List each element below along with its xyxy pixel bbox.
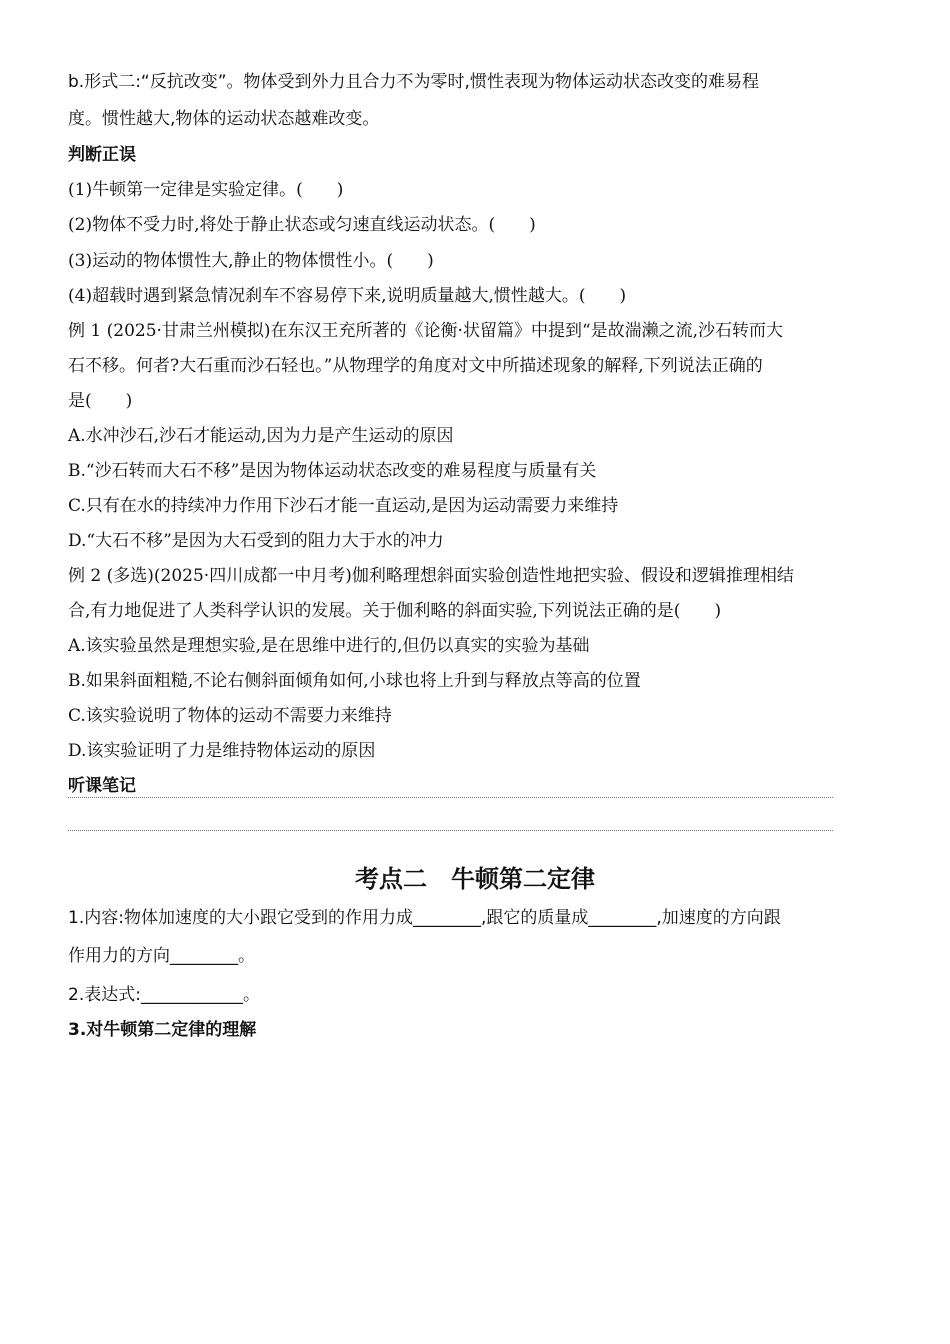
example1-line2: 石不移。何者?大石重而沙石轻也。”从物理学的角度对文中所描述现象的解释,下列说法正确的 [68,356,763,376]
notes-line-1 [68,797,833,798]
expression-line: 2.表达式:____________。 [68,985,260,1005]
notes-label: 听课笔记 [68,776,136,796]
example1-line3: 是( ) [68,391,133,411]
example1-option-a: A.水冲沙石,沙石才能运动,因为力是产生运动的原因 [68,426,454,446]
example2-option-a: A.该实验虽然是理想实验,是在思维中进行的,但仍以真实的实验为基础 [68,636,590,656]
example2-option-b: B.如果斜面粗糙,不论右侧斜面倾角如何,小球也将上升到与释放点等高的位置 [68,671,641,691]
example2-option-c: C.该实验说明了物体的运动不需要力来维持 [68,706,392,726]
judge-heading: 判断正误 [68,145,136,165]
section-title: 考点二 牛顿第二定律 [355,865,595,893]
judge-item-1: (1)牛顿第一定律是实验定律。( ) [68,180,344,200]
form2-line2: 度。惯性越大,物体的运动状态越难改变。 [68,109,380,129]
example1-option-c: C.只有在水的持续冲力作用下沙石才能一直运动,是因为运动需要力来维持 [68,496,619,516]
judge-item-2: (2)物体不受力时,将处于静止状态或匀速直线运动状态。( ) [68,215,536,235]
content-line2: 作用力的方向________。 [68,946,255,966]
example2-option-d: D.该实验证明了力是维持物体运动的原因 [68,741,376,761]
example2-line2: 合,有力地促进了人类科学认识的发展。关于伽利略的斜面实验,下列说法正确的是( ) [68,601,722,621]
example1-line1: 例 1 (2025·甘肃兰州模拟)在东汉王充所著的《论衡·状留篇》中提到“是故湍濑之流,沙石转而大 [68,321,784,341]
judge-item-4: (4)超载时遇到紧急情况刹车不容易停下来,说明质量越大,惯性越大。( ) [68,286,627,306]
judge-item-3: (3)运动的物体惯性大,静止的物体惯性小。( ) [68,251,434,271]
example1-option-d: D.“大石不移”是因为大石受到的阻力大于水的冲力 [68,531,444,551]
content-line1: 1.内容:物体加速度的大小跟它受到的作用力成________,跟它的质量成________,加速度的方向跟 [68,908,781,928]
example1-option-b: B.“沙石转而大石不移”是因为物体运动状态改变的难易程度与质量有关 [68,461,597,481]
form2-line1: b.形式二:“反抗改变”。物体受到外力且合力不为零时,惯性表现为物体运动状态改变的难易程 [68,72,759,92]
example2-line1: 例 2 (多选)(2025·四川成都一中月考)伽利略理想斜面实验创造性地把实验、假设和逻辑推理相结 [68,566,794,586]
notes-line-2 [68,830,833,831]
understanding-heading: 3.对牛顿第二定律的理解 [68,1020,257,1040]
